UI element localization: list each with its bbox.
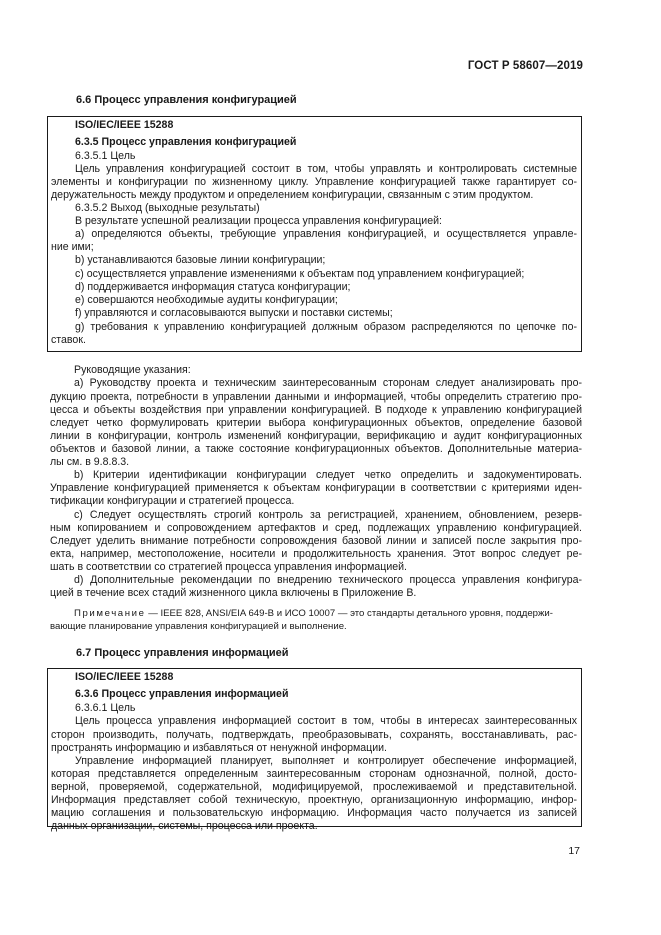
body-line: ным копированием и сопровождением артефактов и сред, подлежащих управлению конфигурацией. — [50, 522, 582, 534]
box-line: В результате успешной реализации процесса управления конфигурацией: — [75, 215, 442, 227]
body-line: дукцию проекта, потребности в управлении данными и информацией, чтобы определить стратегию про- — [50, 391, 582, 403]
body-line: цией в течение всех стадий жизненного цикла включены в Приложение В. — [50, 587, 417, 599]
box-line: пространять информацию и избавляться от ненужной информации. — [51, 742, 387, 754]
box-standard-ref: ISO/IEC/IEEE 15288 — [75, 119, 174, 131]
box-heading: 6.3.5 Процесс управления конфигурацией — [75, 136, 297, 148]
body-line: d) Дополнительные рекомендации по внедрению технического процесса управления конфигура- — [74, 574, 582, 586]
body-line: следует четко формулировать критерии выбора конфигурационных объектов, определение базовой — [50, 417, 582, 429]
box-line: мацию соглашения и пользовательскую информацию. Информация часто получается из записей — [51, 807, 577, 819]
box-line: верной, проверяемой, содержательной, модифицируемой, прослеживаемой и представительной. — [51, 781, 577, 793]
section-title-6-7: 6.7 Процесс управления информацией — [76, 647, 289, 659]
body-line: Управление конфигурацией применяется к объектам конфигурации в соответствии с критериями иден- — [50, 482, 582, 494]
box-line: деружательность между продуктом и определением конфигурации, связанным с этим продуктом. — [51, 189, 534, 201]
body-line: линии в конфигурации, контроль изменений конфигурации, верификацию и аудит конфигурационных — [50, 430, 582, 442]
body-line: Следует уделить внимание потребности сопровождения базовой линии и записей после закрытия про- — [50, 535, 582, 547]
box-line: d) поддерживается информация статуса конфигурации; — [75, 281, 351, 293]
box-line: сторон производить, получать, подтверждать, преобразовывать, сохранять, восстанавливать, рас- — [51, 729, 577, 741]
box-line: элементы и конфигурации по жизненному циклу. Управление конфигурацией также гарантирует со- — [51, 176, 577, 188]
box-line: Управление информацией планирует, выполняет и контролирует обеспечение информацией, — [75, 755, 577, 767]
box-line: а) определяются объекты, требующие управления конфигурацией, и осуществляется управле- — [75, 228, 577, 240]
note-label: Примечание — [74, 608, 146, 619]
box-line: g) требования к управлению конфигурацией должным образом распределяются по цепочке по- — [75, 321, 577, 333]
box-line: Цель управления конфигурацией состоит в том, чтобы управлять и контролировать системные — [75, 163, 577, 175]
page-number: 17 — [568, 845, 580, 857]
body-line: c) Следует осуществлять строгий контроль за регистрацией, хранением, обновлением, резерв- — [74, 509, 582, 521]
note-text: — IEEE 828, ANSI/EIA 649-B и ИСО 10007 — это стандарты детального уровня, поддержи- — [145, 608, 553, 619]
note-line-1 — [74, 607, 582, 621]
body-line: b) Критерии идентификации конфигурации следует четко определить и задокументировать. — [74, 469, 582, 481]
body-line: лы см. в 9.8.8.3. — [50, 456, 130, 468]
box-line: e) совершаются необходимые аудиты конфигурации; — [75, 294, 338, 306]
box-line: ставок. — [51, 334, 86, 346]
box-line: 6.3.5.2 Выход (выходные результаты) — [75, 202, 260, 214]
note-line-2: вающие планирование управления конфигурацией и выполнение. — [50, 621, 347, 632]
box-line: c) осуществляется управление изменениями к объектам под управлением конфигурацией; — [75, 268, 525, 280]
body-line: Руководящие указания: — [74, 364, 191, 376]
iso-quote-box-6-3-5 — [47, 116, 582, 352]
box-line: Информация представляет собой техническую, проектную, организационную информацию, инфор- — [51, 794, 577, 806]
box-line: которая представляется определенным заинтересованным сторонам однозначной, полной, досто- — [51, 768, 577, 780]
body-line: шать в соответствии со стратегией процесса управления информацией. — [50, 561, 408, 573]
document-code: ГОСТ Р 58607—2019 — [467, 60, 583, 72]
section-title-6-6: 6.6 Процесс управления конфигурацией — [76, 94, 297, 106]
box-line: ние ими; — [51, 241, 94, 253]
box-standard-ref: ISO/IEC/IEEE 15288 — [75, 671, 174, 683]
body-line: тификации конфигурации и стратегией процесса. — [50, 495, 295, 507]
box-line: 6.3.5.1 Цель — [75, 150, 136, 162]
iso-quote-box-6-3-6 — [47, 668, 582, 832]
box-heading: 6.3.6 Процесс управления информацией — [75, 688, 289, 700]
body-line: цесса и объекты воздействия при управлении конфигурацией. В подходе к управлению конфигурацией — [50, 404, 582, 416]
box-line: 6.3.6.1 Цель — [75, 702, 136, 714]
box-line: f) управляются и согласовываются выпуски и поставки системы; — [75, 307, 393, 319]
box-line: данных организации, системы, процесса или проекта. — [51, 820, 318, 832]
box-line: b) устанавливаются базовые линии конфигурации; — [75, 254, 326, 266]
box-line: Цель процесса управления информацией состоит в том, чтобы в интересах заинтересованных — [75, 715, 577, 727]
body-line: объектов и базовой линии, а также состояние конфигурационных объектов. Дополнительные материа- — [50, 443, 582, 455]
body-line: а) Руководству проекта и техническим заинтересованным сторонам следует анализировать про- — [74, 377, 582, 389]
body-line: екта, например, местоположение, носители и продолжительность хранения. Этот вопрос следует ре- — [50, 548, 582, 560]
